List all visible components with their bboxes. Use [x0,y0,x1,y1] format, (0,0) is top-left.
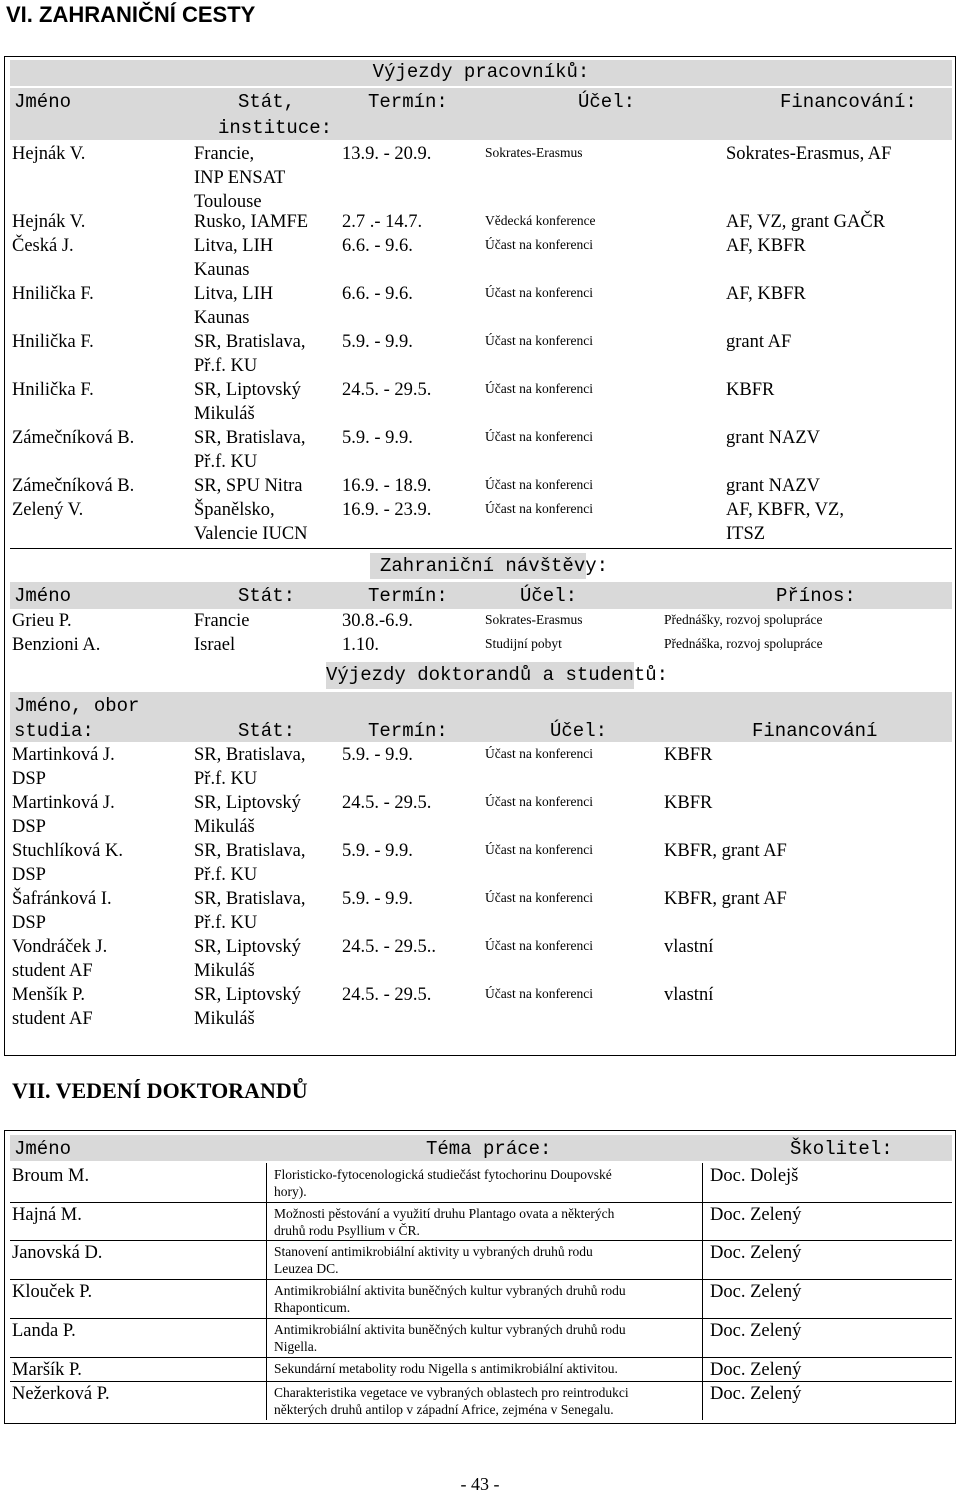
students-cell-country-line: Př.f. KU [194,769,258,789]
trips-cell-name [12,426,134,450]
doctoral-cell-topic-line: Nigella. [274,1339,318,1354]
students-cell-name-line: student AF [12,961,93,981]
students-cell-name-line: DSP [12,769,46,789]
doctoral-cell-name-line: Landa P. [12,1321,76,1341]
trips-cell-term-line: 13.9. - 20.9. [342,144,432,164]
section-6-title: VI. ZAHRANIČNÍ CESTY [6,2,256,27]
students-cell-funding [664,791,712,815]
students-cell-purpose [485,889,593,906]
trips-cell-term [342,426,413,450]
students-cell-country [194,743,306,791]
trips-cell-country-line: SR, Bratislava, [194,332,306,352]
students-cell-country-line: SR, Bratislava, [194,745,306,765]
trips-cell-purpose [485,212,596,229]
students-cell-name [12,983,93,1031]
trips-cell-purpose-line: Účast na konferenci [485,237,593,252]
students-cell-funding [664,935,713,959]
visits-cell-benefit [664,611,822,628]
students-cell-term-line: 5.9. - 9.9. [342,841,413,861]
trips-cell-name-line: Hejnák V. [12,144,86,164]
students-header-country: Stát: [238,720,296,742]
trips-cell-name [12,142,85,166]
trips-cell-name-line: Česká J. [12,236,74,256]
trips-cell-purpose-line: Účast na konferenci [485,501,593,516]
students-cell-purpose-line: Účast na konferenci [485,746,593,761]
trips-cell-country [194,474,302,498]
doctoral-cell-supervisor [710,1203,801,1227]
doctoral-cell-topic-line: Charakteristika vegetace ve vybraných oblastech pro reintrodukci [274,1385,629,1400]
trips-cell-country-line: INP ENSAT [194,168,286,188]
students-cell-purpose-line: Účast na konferenci [485,842,593,857]
trips-cell-country-line: Př.f. KU [194,356,258,376]
doctoral-row-divider [10,1357,952,1358]
doctoral-cell-topic-line: Antimikrobiální aktivita buněčných kultur vybraných druhů rodu [274,1322,626,1337]
visits-cell-term [342,633,379,657]
students-cell-country [194,887,306,935]
trips-cell-funding-line: AF, VZ, grant GAČR [726,212,886,232]
trips-cell-term [342,210,422,234]
students-cell-name-line: Šafránková I. [12,889,112,909]
doctoral-cell-name-line: Nežerková P. [12,1384,110,1404]
trips-cell-funding [726,474,820,498]
students-cell-country-line: SR, Bratislava, [194,889,306,909]
doctoral-header-topic: Téma práce: [426,1138,552,1160]
students-cell-country [194,983,301,1031]
trips-cell-funding [726,210,885,234]
doctoral-cell-name-line: Broum M. [12,1166,90,1186]
trips-cell-name-line: Zelený V. [12,500,84,520]
trips-cell-term-line: 6.6. - 9.6. [342,284,413,304]
doctoral-cell-supervisor-line: Doc. Zelený [710,1360,802,1380]
students-cell-term [342,791,431,815]
trips-cell-name [12,210,85,234]
students-cell-country [194,839,306,887]
visits-header-purpose: Účel: [520,585,578,607]
trips-cell-country-line: SR, SPU Nitra [194,476,303,496]
doctoral-row-divider [10,1318,952,1319]
doctoral-cell-name [12,1382,110,1406]
trips-cell-country-line: SR, Bratislava, [194,428,306,448]
trips-cell-purpose [485,500,593,517]
trips-cell-term [342,498,431,522]
trips-header-purpose: Účel: [578,91,636,113]
visits-cell-name-line: Grieu P. [12,611,72,631]
trips-cell-purpose [485,428,593,445]
students-cell-purpose [485,937,593,954]
students-cell-purpose [485,841,593,858]
doctoral-cell-topic [274,1360,618,1377]
students-cell-purpose [485,985,593,1002]
visits-cell-purpose-line: Sokrates-Erasmus [485,612,583,627]
trips-cell-country [194,426,306,474]
students-cell-purpose [485,793,593,810]
doctoral-cell-topic-line: Leuzea DC. [274,1261,339,1276]
doctoral-cell-supervisor-line: Doc. Zelený [710,1384,802,1404]
trips-cell-term [342,474,431,498]
students-cell-country-line: SR, Liptovský [194,793,301,813]
trips-cell-name-line: Hejnák V. [12,212,86,232]
doctoral-row-divider [10,1381,952,1382]
visits-cell-purpose [485,635,562,652]
visits-cell-term [342,609,413,633]
students-cell-funding [664,839,787,863]
doctoral-cell-supervisor-line: Doc. Dolejš [710,1166,799,1186]
visits-separator [10,548,952,549]
students-cell-term-line: 5.9. - 9.9. [342,889,413,909]
trips-cell-term-line: 24.5. - 29.5. [342,380,432,400]
students-cell-country-line: Př.f. KU [194,865,258,885]
trips-cell-name-line: Zámečníková B. [12,476,135,496]
trips-cell-funding-line: KBFR [726,380,775,400]
visits-header-name: Jméno [14,585,72,607]
trips-cell-funding-line: grant NAZV [726,428,821,448]
visits-cell-name [12,633,100,657]
visits-cell-benefit [664,635,823,652]
visits-cell-purpose-line: Studijní pobyt [485,636,562,651]
students-cell-term-line: 24.5. - 29.5. [342,793,432,813]
students-cell-name-line: DSP [12,913,46,933]
trips-cell-funding-line: AF, KBFR, VZ, [726,500,844,520]
students-cell-term [342,887,413,911]
doctoral-cell-topic [274,1384,629,1418]
trips-cell-country [194,142,285,214]
trips-header-country: Stát, [238,91,296,113]
trips-header-term: Termín: [368,91,448,113]
visits-cell-country-line: Francie [194,611,250,631]
trips-cell-funding [726,282,806,306]
students-cell-funding-line: KBFR, grant AF [664,889,787,909]
trips-cell-country-line: Mikuláš [194,404,255,424]
students-header-funding: Financování [752,720,878,742]
trips-cell-country-line: Litva, LIH [194,284,274,304]
trips-cell-funding-line: Sokrates-Erasmus, AF [726,144,892,164]
trips-cell-funding [726,498,844,546]
doctoral-cell-name [12,1358,82,1382]
page-number: - 43 - [460,1474,500,1494]
doctoral-row-divider [10,1240,952,1241]
doctoral-cell-supervisor-line: Doc. Zelený [710,1282,802,1302]
trips-cell-purpose-line: Účast na konferenci [485,333,593,348]
trips-cell-purpose [485,332,593,349]
trips-cell-name [12,234,74,258]
visits-cell-country [194,609,249,633]
students-cell-funding-line: KBFR, grant AF [664,841,787,861]
students-cell-funding-line: vlastní [664,937,714,957]
doctoral-cell-supervisor [710,1241,801,1265]
visits-header-country: Stát: [238,585,296,607]
students-header-purpose: Účel: [550,720,608,742]
students-cell-country-line: Mikuláš [194,1009,255,1029]
trips-cell-country [194,210,308,234]
visits-cell-country-line: Israel [194,635,236,655]
trips-cell-purpose-line: Účast na konferenci [485,381,593,396]
doctoral-cell-name-line: Hajná M. [12,1205,82,1225]
students-cell-funding-line: vlastní [664,985,714,1005]
trips-cell-country [194,330,306,378]
doctoral-cell-topic [274,1282,626,1316]
students-cell-term-line: 5.9. - 9.9. [342,745,413,765]
students-cell-purpose [485,745,593,762]
visits-cell-term-line: 30.8.-6.9. [342,611,413,631]
students-cell-name [12,839,123,887]
doctoral-cell-name-line: Maršík P. [12,1360,82,1380]
trips-cell-name [12,282,94,306]
trips-cell-funding-line: grant AF [726,332,792,352]
trips-cell-country-line: SR, Liptovský [194,380,301,400]
doctoral-header-name: Jméno [14,1138,72,1160]
students-cell-country-line: Mikuláš [194,817,255,837]
students-cell-term [342,839,413,863]
trips-cell-name [12,330,94,354]
trips-cell-name-line: Hnilička F. [12,332,94,352]
trips-cell-purpose-line: Účast na konferenci [485,429,593,444]
students-cell-country-line: Př.f. KU [194,913,258,933]
students-cell-country-line: SR, Liptovský [194,937,301,957]
students-cell-country-line: Mikuláš [194,961,255,981]
trips-cell-purpose [485,284,593,301]
students-cell-funding [664,743,712,767]
trips-cell-country-line: Francie, [194,144,255,164]
trips-header-name: Jméno [14,91,72,113]
trips-cell-country-line: Př.f. KU [194,452,258,472]
trips-cell-purpose-line: Sokrates-Erasmus [485,145,583,160]
visits-cell-purpose [485,611,582,628]
trips-cell-funding-line: AF, KBFR [726,284,806,304]
trips-cell-name-line: Zámečníková B. [12,428,135,448]
students-cell-name-line: Menšík P. [12,985,85,1005]
trips-cell-country-line: Kaunas [194,308,250,328]
trips-cell-purpose [485,476,593,493]
trips-cell-name [12,498,83,522]
trips-cell-term-line: 16.9. - 18.9. [342,476,432,496]
trips-cell-purpose-line: Vědecká konference [485,213,596,228]
trips-cell-name [12,378,94,402]
trips-cell-country [194,498,308,546]
visits-cell-name-line: Benzioni A. [12,635,101,655]
doctoral-cell-supervisor-line: Doc. Zelený [710,1243,802,1263]
doctoral-cell-topic [274,1205,614,1239]
doctoral-cell-supervisor [710,1382,801,1406]
doctoral-cell-name [12,1241,102,1265]
doctoral-cell-name-line: Klouček P. [12,1282,93,1302]
trips-cell-country [194,378,301,426]
visits-cell-term-line: 1.10. [342,635,379,655]
trips-cell-country-line: Španělsko, [194,500,275,520]
students-cell-purpose-line: Účast na konferenci [485,890,593,905]
students-header-name2: studia: [14,720,94,742]
trips-cell-country [194,282,273,330]
doctoral-cell-supervisor [710,1319,801,1343]
doctoral-cell-topic-line: Možnosti pěstování a využití druhu Plantago ovata a některých [274,1206,615,1221]
students-cell-name [12,791,115,839]
students-cell-funding [664,983,713,1007]
doctoral-cell-topic-line: některých druhů antilop v západní Africe, zejména v Senegalu. [274,1402,614,1417]
trips-header-funding: Financování: [780,91,917,113]
doctoral-row-divider [10,1202,952,1203]
trips-cell-funding [726,426,820,450]
doctoral-cell-supervisor [710,1358,801,1382]
doctoral-cell-supervisor [710,1280,801,1304]
doctoral-cell-topic-line: Rhaponticum. [274,1300,351,1315]
trips-cell-term-line: 5.9. - 9.9. [342,332,413,352]
students-cell-name-line: Martinková J. [12,793,115,813]
trips-cell-country-line: Rusko, IAMFE [194,212,309,232]
students-cell-term-line: 24.5. - 29.5. [342,985,432,1005]
students-cell-name-line: Vondráček J. [12,937,108,957]
trips-cell-name-line: Hnilička F. [12,380,94,400]
students-cell-name-line: Stuchlíková K. [12,841,123,861]
students-header-name: Jméno, obor [14,695,140,717]
students-cell-purpose-line: Účast na konferenci [485,938,593,953]
visits-cell-benefit-line: Přednáška, rozvoj spolupráce [664,636,823,651]
trips-cell-purpose [485,144,582,161]
trips-cell-term [342,142,431,166]
students-cell-funding-line: KBFR [664,745,713,765]
trips-cell-purpose-line: Účast na konferenci [485,477,593,492]
students-cell-name-line: DSP [12,865,46,885]
students-cell-country-line: SR, Liptovský [194,985,301,1005]
doctoral-header-supervisor: Školitel: [790,1138,893,1160]
students-cell-funding-line: KBFR [664,793,713,813]
students-header-term: Termín: [368,720,448,742]
students-cell-term [342,983,431,1007]
doctoral-cell-topic [274,1321,626,1355]
students-cell-funding [664,887,787,911]
trips-cell-purpose-line: Účast na konferenci [485,285,593,300]
doctoral-cell-name [12,1280,92,1304]
doctoral-cell-topic-line: Stanovení antimikrobiální aktivity u vybraných druhů rodu [274,1244,593,1259]
trips-cell-term [342,378,431,402]
trips-cell-funding [726,378,774,402]
trips-cell-funding-line: AF, KBFR [726,236,806,256]
students-cell-term-line: 24.5. - 29.5.. [342,937,437,957]
trips-cell-term-line: 16.9. - 23.9. [342,500,432,520]
trips-cell-purpose [485,236,593,253]
trips-cell-name [12,474,134,498]
students-title: Výjezdy doktorandů a studentů: [326,664,669,686]
students-cell-term [342,743,413,767]
trips-cell-country [194,234,273,282]
doctoral-cell-supervisor-line: Doc. Zelený [710,1321,802,1341]
trips-cell-term-line: 5.9. - 9.9. [342,428,413,448]
doctoral-cell-name-line: Janovská D. [12,1243,103,1263]
trips-cell-term [342,330,413,354]
visits-title: Zahraniční návštěvy: [380,555,609,577]
visits-cell-country [194,633,235,657]
visits-header-benefit: Přínos: [776,585,856,607]
section-7-title: VII. VEDENÍ DOKTORANDŮ [12,1078,308,1103]
doctoral-cell-topic [274,1243,593,1277]
students-cell-name-line: DSP [12,817,46,837]
trips-header-country2: instituce: [218,117,333,139]
trips-cell-funding [726,330,791,354]
visits-header-term: Termín: [368,585,448,607]
trips-cell-country-line: Toulouse [194,192,262,212]
doctoral-cell-topic [274,1166,612,1200]
trips-cell-term [342,234,413,258]
doctoral-cell-name [12,1319,76,1343]
students-cell-purpose-line: Účast na konferenci [485,794,593,809]
trips-cell-funding-line: ITSZ [726,524,766,544]
visits-cell-name [12,609,72,633]
doctoral-cell-topic-line: Floristicko-fytocenologická studiečást fytochorinu Doupovské [274,1167,612,1182]
students-cell-country [194,791,301,839]
trips-cell-name-line: Hnilička F. [12,284,94,304]
doctoral-cell-name [12,1164,89,1188]
students-cell-country-line: SR, Bratislava, [194,841,306,861]
visits-cell-benefit-line: Přednášky, rozvoj spolupráce [664,612,823,627]
trips-cell-term-line: 2.7 .- 14.7. [342,212,423,232]
students-cell-name [12,743,115,791]
doctoral-cell-topic-line: Sekundární metabolity rodu Nigella s antimikrobiální aktivitou. [274,1361,618,1376]
trips-cell-purpose [485,380,593,397]
doctoral-cell-topic-line: Antimikrobiální aktivita buněčných kultur vybraných druhů rodu [274,1283,626,1298]
students-cell-name [12,887,112,935]
students-cell-name-line: student AF [12,1009,93,1029]
trips-cell-term-line: 6.6. - 9.6. [342,236,413,256]
trips-cell-country-line: Kaunas [194,260,250,280]
students-cell-purpose-line: Účast na konferenci [485,986,593,1001]
doctoral-cell-supervisor [710,1164,798,1188]
doctoral-cell-name [12,1203,82,1227]
doctoral-cell-topic-line: druhů rodu Psyllium v ČR. [274,1223,420,1238]
students-cell-name [12,935,107,983]
trips-cell-country-line: Valencie IUCN [194,524,308,544]
trips-title: Výjezdy pracovníků: [372,61,590,83]
trips-cell-funding [726,234,806,258]
trips-cell-term [342,282,413,306]
doctoral-cell-topic-line: hory). [274,1184,307,1199]
students-cell-country [194,935,301,983]
students-cell-name-line: Martinková J. [12,745,115,765]
trips-cell-funding-line: grant NAZV [726,476,821,496]
trips-cell-country-line: Litva, LIH [194,236,274,256]
students-cell-term [342,935,436,959]
trips-cell-funding [726,142,891,166]
doctoral-cell-supervisor-line: Doc. Zelený [710,1205,802,1225]
doctoral-row-divider [10,1279,952,1280]
